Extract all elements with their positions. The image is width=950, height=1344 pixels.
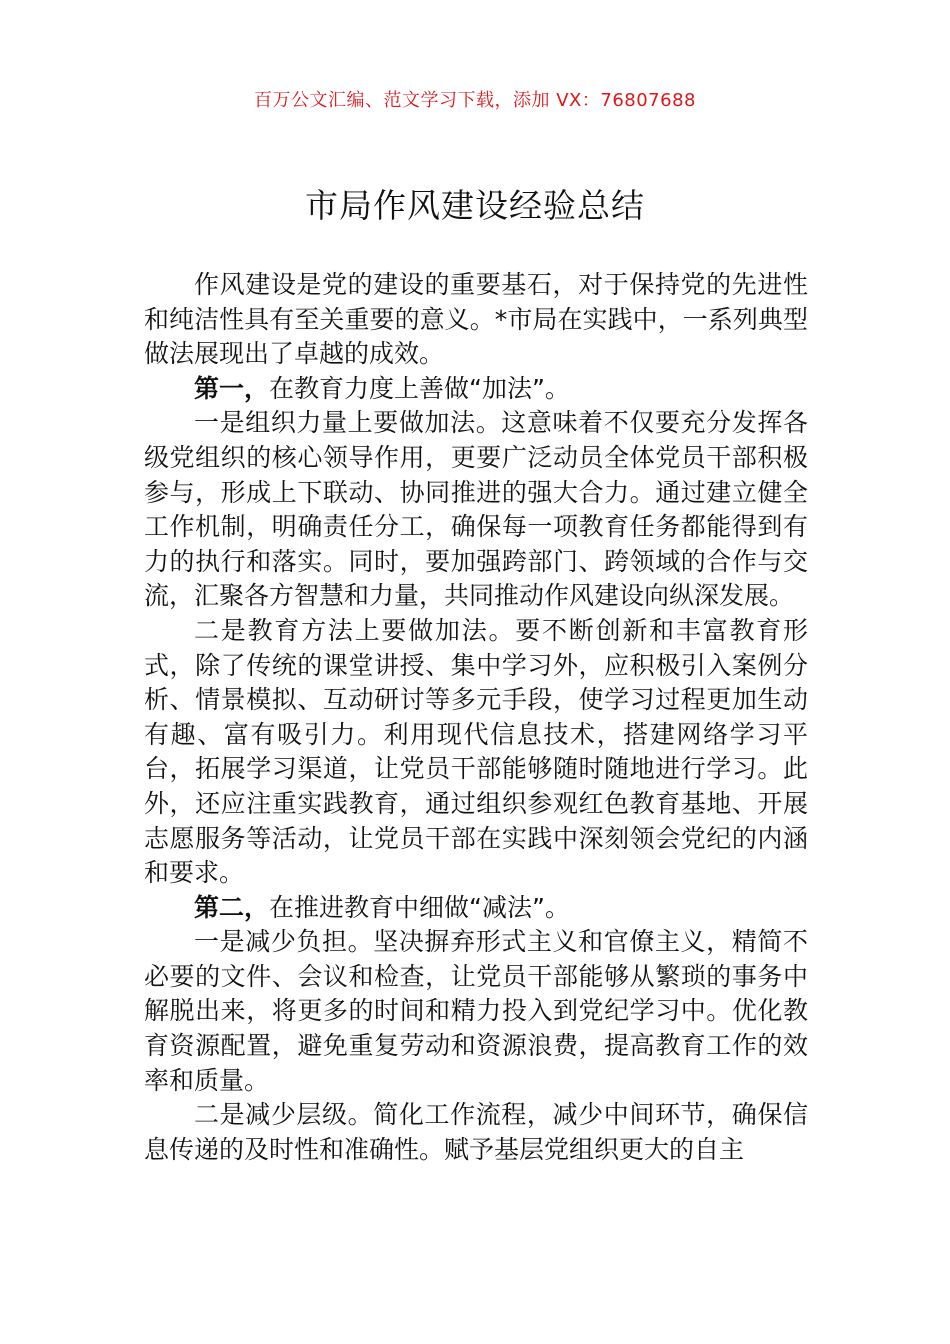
paragraph-1-2: 二是教育方法上要做加法。要不断创新和丰富教育形式，除了传统的课堂讲授、集中学习外，应积极引入案例分析、情景模拟、互动研讨等多元手段，使学习过程更加生动有趣、富有吸引力。利用现代信息技术，搭建网络学习平台，拓展学习渠道，让党员干部能够随时随地进行学习。此外，还应注重实践教育，通过组织参观红色教育基地、开展志愿服务等活动，让党员干部在实践中深刻领会党纪的内涵和要求。 bbox=[144, 615, 808, 888]
document-title: 市局作风建设经验总结 bbox=[305, 186, 645, 225]
document-body bbox=[144, 268, 808, 1167]
paragraph-2-2: 二是减少层级。简化工作流程，减少中间环节，确保信息传递的及时性和准确性。赋予基层党组织更大的自主 bbox=[144, 1100, 808, 1164]
header-note: 百万公文汇编、范文学习下载，添加 VX：76807688 bbox=[254, 90, 696, 111]
section-heading-1: 第一，在教育力度上善做“加法”。 bbox=[194, 373, 570, 403]
paragraph-2-1: 一是减少负担。坚决摒弃形式主义和官僚主义，精简不必要的文件、会议和检查，让党员干部能够从繁琐的事务中解脱出来，将更多的时间和精力投入到党纪学习中。优化教育资源配置，避免重复劳动和资源浪费，提高教育工作的效率和质量。 bbox=[144, 927, 808, 1095]
paragraph-intro: 作风建设是党的建设的重要基石，对于保持党的先进性和纯洁性具有至关重要的意义。*市局在实践中，一系列典型做法展现出了卓越的成效。 bbox=[144, 270, 808, 369]
section-heading-2: 第二，在推进教育中细做“减法”。 bbox=[194, 892, 570, 922]
paragraph-1-1: 一是组织力量上要做加法。这意味着不仅要充分发挥各级党组织的核心领导作用，更要广泛动员全体党员干部积极参与，形成上下联动、协同推进的强大合力。通过建立健全工作机制，明确责任分工，确保每一项教育任务都能得到有力的执行和落实。同时，要加强跨部门、跨领域的合作与交流，汇聚各方智慧和力量，共同推动作风建设向纵深发展。 bbox=[144, 408, 808, 611]
